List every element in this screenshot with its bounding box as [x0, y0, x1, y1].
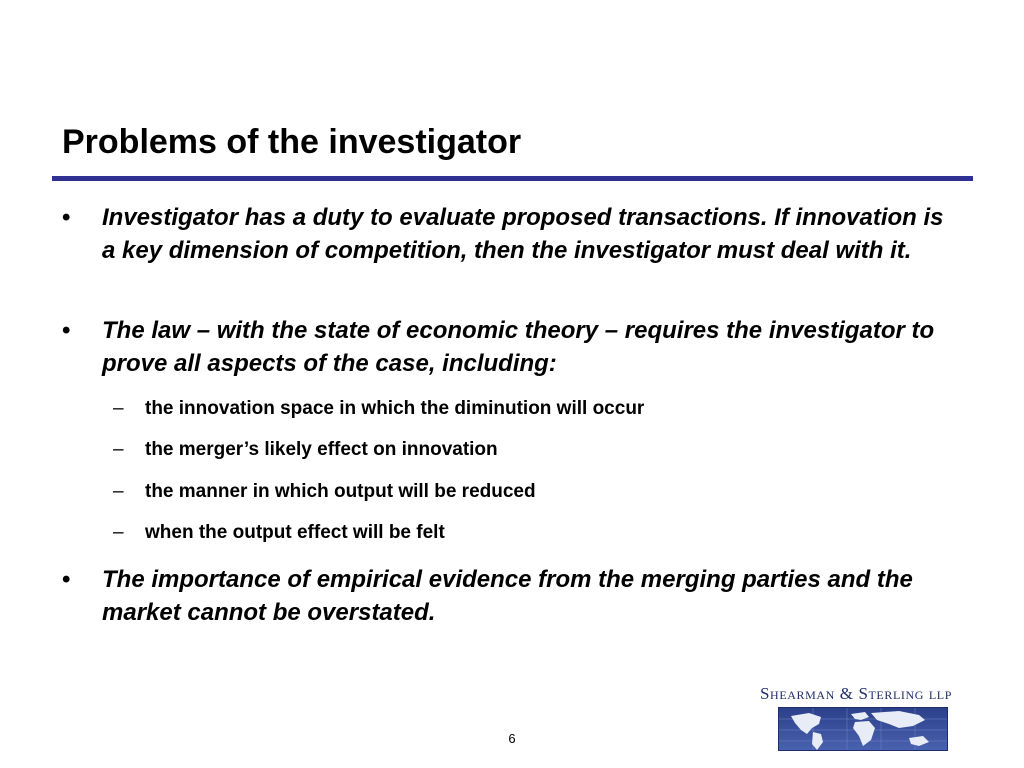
sub-bullet-item [113, 438, 913, 462]
sub-bullet-item [113, 480, 913, 504]
sub-bullet-marker: – [113, 398, 124, 419]
sub-bullet-marker: – [113, 439, 124, 460]
bullet-text: The law – with the state of economic theory – requires the investigator to prove all aspects of the case, including: [102, 317, 935, 377]
sub-bullet-item [113, 397, 913, 421]
bullet-marker: • [62, 204, 71, 231]
sub-bullet-text: the merger’s likely effect on innovation [145, 439, 498, 460]
sub-bullet-text: when the output effect will be felt [145, 522, 445, 543]
page-number: 6 [508, 731, 516, 746]
title-divider [52, 176, 973, 181]
bullet-text: The importance of empirical evidence from the merging parties and the market cannot be overstated. [102, 566, 913, 626]
bullet-marker: • [62, 566, 71, 593]
slide-title: Problems of the investigator [62, 123, 522, 161]
sub-bullet-marker: – [113, 522, 124, 543]
bullet-marker: • [62, 317, 71, 344]
sub-bullet-text: the manner in which output will be reduced [145, 481, 536, 502]
sub-bullet-item [113, 521, 913, 545]
sub-bullet-text: the innovation space in which the diminution will occur [145, 398, 645, 419]
sub-bullet-marker: – [113, 481, 124, 502]
firm-logo-wordmark [760, 684, 975, 704]
world-map-icon [778, 707, 948, 751]
bullet-text: Investigator has a duty to evaluate proposed transactions. If innovation is a key dimension of competition, then the investigator must deal with it. [102, 204, 944, 264]
svg-text:Shearman & Sterling llp: Shearman & Sterling llp [760, 684, 953, 703]
